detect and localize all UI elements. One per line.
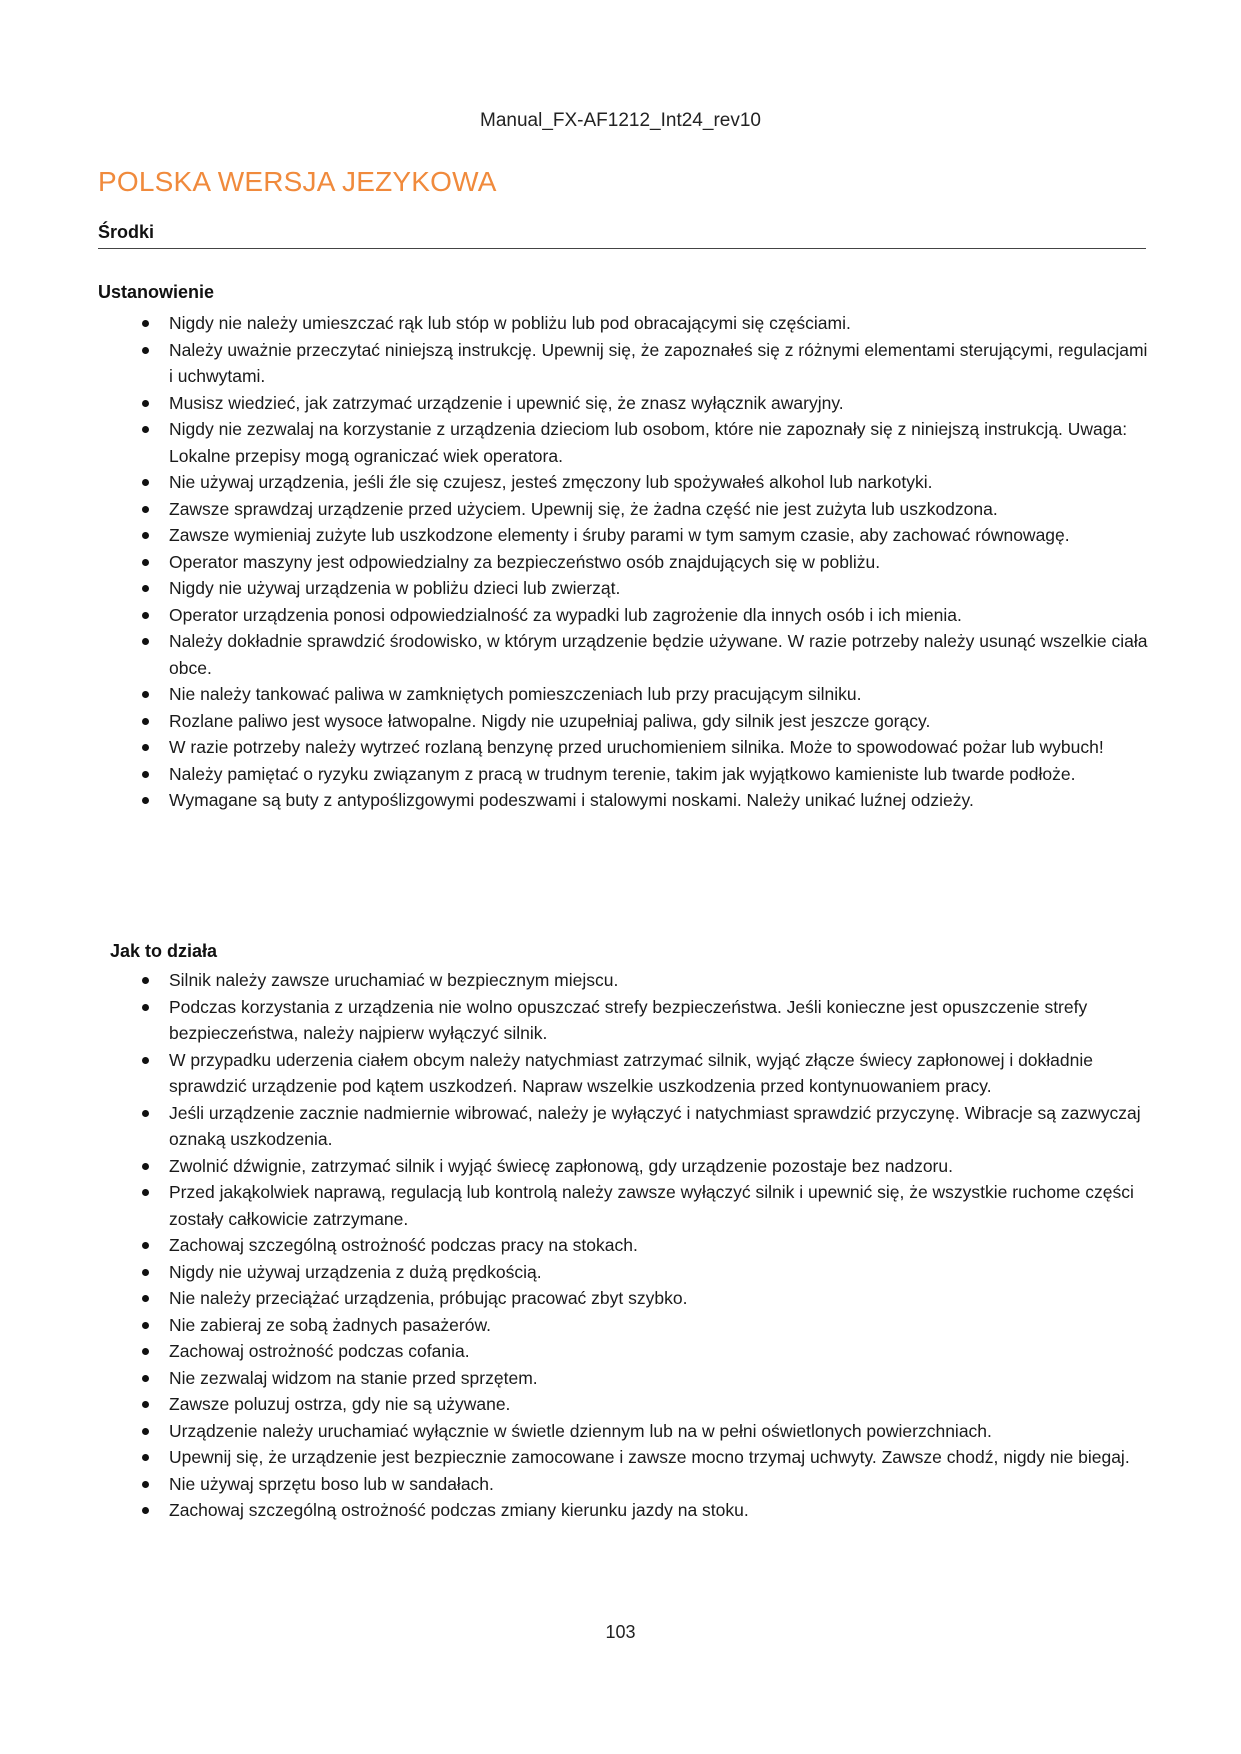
list-item-text: Nie należy tankować paliwa w zamkniętych pomieszczeniach lub przy pracującym silniku.: [169, 684, 862, 704]
list-item: [140, 1179, 1150, 1232]
list-item-text: Nie używaj sprzętu boso lub w sandałach.: [169, 1473, 494, 1494]
list-item-text: Nie należy przeciążać urządzenia, próbując pracować zbyt szybko.: [169, 1288, 688, 1308]
bullet-icon: [142, 1507, 149, 1514]
list-item-text: W razie potrzeby należy wytrzeć rozlaną benzynę przed uruchomieniem silnika. Może to spowodować pożar lub wybuch!: [169, 737, 1104, 757]
list-item-text: Urządzenie należy uruchamiać wyłącznie w świetle dziennym lub na w pełni oświetlonych powierzchniach.: [169, 1420, 992, 1441]
list-item-text: Należy uważnie przeczytać niniejszą instrukcję. Upewnij się, że zapoznałeś się z różnymi elementami sterującymi, regulacjami i uchwytami.: [169, 339, 1148, 386]
bullet-icon: [142, 1454, 149, 1461]
list-item: [140, 628, 1150, 681]
document-header: Manual_FX-AF1212_Int24_rev10: [480, 110, 761, 131]
bullet-icon: [142, 400, 149, 407]
list-item: [140, 469, 1150, 496]
bullet-icon: [142, 718, 149, 725]
list-item: [140, 496, 1150, 523]
list-item-text: Nigdy nie należy umieszczać rąk lub stóp w pobliżu lub pod obracającymi się częściami.: [169, 313, 851, 333]
bullet-icon: [142, 1163, 149, 1170]
bullet-icon: [142, 426, 149, 433]
bullet-icon: [142, 744, 149, 751]
list-item-text: Zachowaj ostrożność podczas cofania.: [169, 1341, 470, 1361]
bullet-icon: [142, 1242, 149, 1249]
list-item: [140, 1391, 1150, 1418]
bullet-icon: [142, 1375, 149, 1382]
list-item-text: Operator maszyny jest odpowiedzialny za bezpieczeństwo osób znajdujących się w pobliżu.: [169, 551, 881, 572]
list-item: [140, 1444, 1150, 1471]
safety-list-ustanowienie: [140, 310, 1150, 814]
list-item-text: Należy dokładnie sprawdzić środowisko, w którym urządzenie będzie używane. W razie potrzeby należy usunąć wszelkie ciała obce.: [169, 631, 1148, 678]
bullet-icon: [142, 638, 149, 645]
bullet-icon: [142, 1401, 149, 1408]
list-item: [140, 708, 1150, 735]
bullet-icon: [142, 612, 149, 619]
list-item: [140, 575, 1150, 602]
list-item: [140, 602, 1150, 629]
list-item: [140, 734, 1150, 761]
bullet-icon: [142, 1322, 149, 1329]
list-item-text: Nie zabieraj ze sobą żadnych pasażerów.: [169, 1314, 491, 1335]
bullet-icon: [142, 532, 149, 539]
list-item: [140, 1259, 1150, 1286]
list-item-text: Musisz wiedzieć, jak zatrzymać urządzenie i upewnić się, że znasz wyłącznik awaryjny.: [169, 392, 844, 413]
bullet-icon: [142, 1110, 149, 1117]
list-item-text: Nigdy nie używaj urządzenia w pobliżu dzieci lub zwierząt.: [169, 578, 621, 598]
bullet-icon: [142, 1295, 149, 1302]
list-item-text: Nie zezwalaj widzom na stanie przed sprzętem.: [169, 1367, 538, 1388]
list-item-text: Zawsze sprawdzaj urządzenie przed użyciem. Upewnij się, że żadna część nie jest zużyta lub uszkodzona.: [169, 498, 998, 519]
list-item: [140, 1312, 1150, 1339]
list-item-text: Rozlane paliwo jest wysoce łatwopalne. Nigdy nie uzupełniaj paliwa, gdy silnik jest jeszcze gorący.: [169, 710, 931, 731]
list-item: [140, 1232, 1150, 1259]
list-item-text: Zachowaj szczególną ostrożność podczas pracy na stokach.: [169, 1235, 638, 1255]
list-item: [140, 1338, 1150, 1365]
list-item-text: Jeśli urządzenie zacznie nadmiernie wibrować, należy je wyłączyć i natychmiast sprawdzić przyczynę. Wibracje są zazwyczaj oznaką uszkodzenia.: [169, 1102, 1141, 1149]
list-item-text: Przed jakąkolwiek naprawą, regulacją lub kontrolą należy zawsze wyłączyć silnik i upewnić się, że wszystkie ruchome części zostały całkowicie zatrzymane.: [169, 1182, 1134, 1229]
language-version-title: POLSKA WERSJA JEZYKOWA: [98, 166, 497, 197]
list-item: [140, 310, 1150, 337]
list-item: [140, 390, 1150, 417]
list-item-text: Upewnij się, że urządzenie jest bezpiecznie zamocowane i zawsze mocno trzymaj uchwyty. Zawsze chodź, nigdy nie biegaj.: [169, 1447, 1130, 1467]
list-item-text: W przypadku uderzenia ciałem obcym należy natychmiast zatrzymać silnik, wyjąć złącze świecy zapłonowej i dokładnie sprawdzić urządzenie pod kątem uszkodzeń. Napraw wszelkie uszkodzenia przed kontynuowaniem pracy.: [169, 1049, 1093, 1096]
list-item-text: Zawsze wymieniaj zużyte lub uszkodzone elementy i śruby parami w tym samym czasie, aby zachować równowagę.: [169, 525, 1070, 545]
subsection-heading-jak-to-dziala: Jak to działa: [110, 941, 218, 961]
list-item: [140, 1285, 1150, 1312]
bullet-icon: [142, 771, 149, 778]
list-item: [140, 994, 1150, 1047]
list-item-text: Zawsze poluzuj ostrza, gdy nie są używane.: [169, 1394, 511, 1414]
list-item: [140, 761, 1150, 788]
list-item: [140, 337, 1150, 390]
list-item: [140, 681, 1150, 708]
bullet-icon: [142, 506, 149, 513]
list-item: [140, 522, 1150, 549]
list-item: [140, 1418, 1150, 1445]
bullet-icon: [142, 1428, 149, 1435]
list-item: [140, 1047, 1150, 1100]
list-item: [140, 1471, 1150, 1498]
list-item: [140, 1100, 1150, 1153]
list-item: [140, 967, 1150, 994]
list-item-text: Zachowaj szczególną ostrożność podczas zmiany kierunku jazdy na stoku.: [169, 1500, 749, 1520]
bullet-icon: [142, 1004, 149, 1011]
bullet-icon: [142, 797, 149, 804]
list-item-text: Zwolnić dźwignie, zatrzymać silnik i wyjąć świecę zapłonową, gdy urządzenie pozostaje bez nadzoru.: [169, 1155, 953, 1176]
section-divider: [98, 248, 1146, 249]
bullet-icon: [142, 585, 149, 592]
bullet-icon: [142, 479, 149, 486]
list-item: [140, 1497, 1150, 1524]
bullet-icon: [142, 1057, 149, 1064]
list-item-text: Operator urządzenia ponosi odpowiedzialność za wypadki lub zagrożenie dla innych osób i ich mienia.: [169, 604, 962, 625]
list-item-text: Nie używaj urządzenia, jeśli źle się czujesz, jesteś zmęczony lub spożywałeś alkohol lub narkotyki.: [169, 472, 933, 492]
list-item: [140, 1365, 1150, 1392]
list-item-text: Wymagane są buty z antypoślizgowymi podeszwami i stalowymi noskami. Należy unikać luźnej odzieży.: [169, 790, 974, 810]
bullet-icon: [142, 347, 149, 354]
list-item: [140, 549, 1150, 576]
list-item-text: Nigdy nie zezwalaj na korzystanie z urządzenia dzieciom lub osobom, które nie zapoznały się z niniejszą instrukcją. Uwaga: Lokalne przepisy mogą ograniczać wiek operatora.: [169, 419, 1128, 466]
bullet-icon: [142, 1189, 149, 1196]
safety-list-jak-to-dziala: [140, 967, 1150, 1524]
bullet-icon: [142, 691, 149, 698]
bullet-icon: [142, 320, 149, 327]
list-item-text: Nigdy nie używaj urządzenia z dużą prędkością.: [169, 1261, 542, 1282]
section-heading: Środki: [98, 222, 155, 242]
page-number: 103: [605, 1622, 636, 1642]
list-item-text: Silnik należy zawsze uruchamiać w bezpiecznym miejscu.: [169, 970, 619, 990]
bullet-icon: [142, 977, 149, 984]
list-item-text: Podczas korzystania z urządzenia nie wolno opuszczać strefy bezpieczeństwa. Jeśli konieczne jest opuszczenie strefy bezpieczeństwa, należy najpierw wyłączyć silnik.: [169, 996, 1088, 1043]
bullet-icon: [142, 559, 149, 566]
list-item: [140, 787, 1150, 814]
list-item: [140, 416, 1150, 469]
bullet-icon: [142, 1481, 149, 1488]
list-item-text: Należy pamiętać o ryzyku związanym z pracą w trudnym terenie, takim jak wyjątkowo kamieniste lub twarde podłoże.: [169, 763, 1076, 784]
list-item: [140, 1153, 1150, 1180]
bullet-icon: [142, 1348, 149, 1355]
bullet-icon: [142, 1269, 149, 1276]
subsection-heading-ustanowienie: Ustanowienie: [98, 282, 215, 302]
